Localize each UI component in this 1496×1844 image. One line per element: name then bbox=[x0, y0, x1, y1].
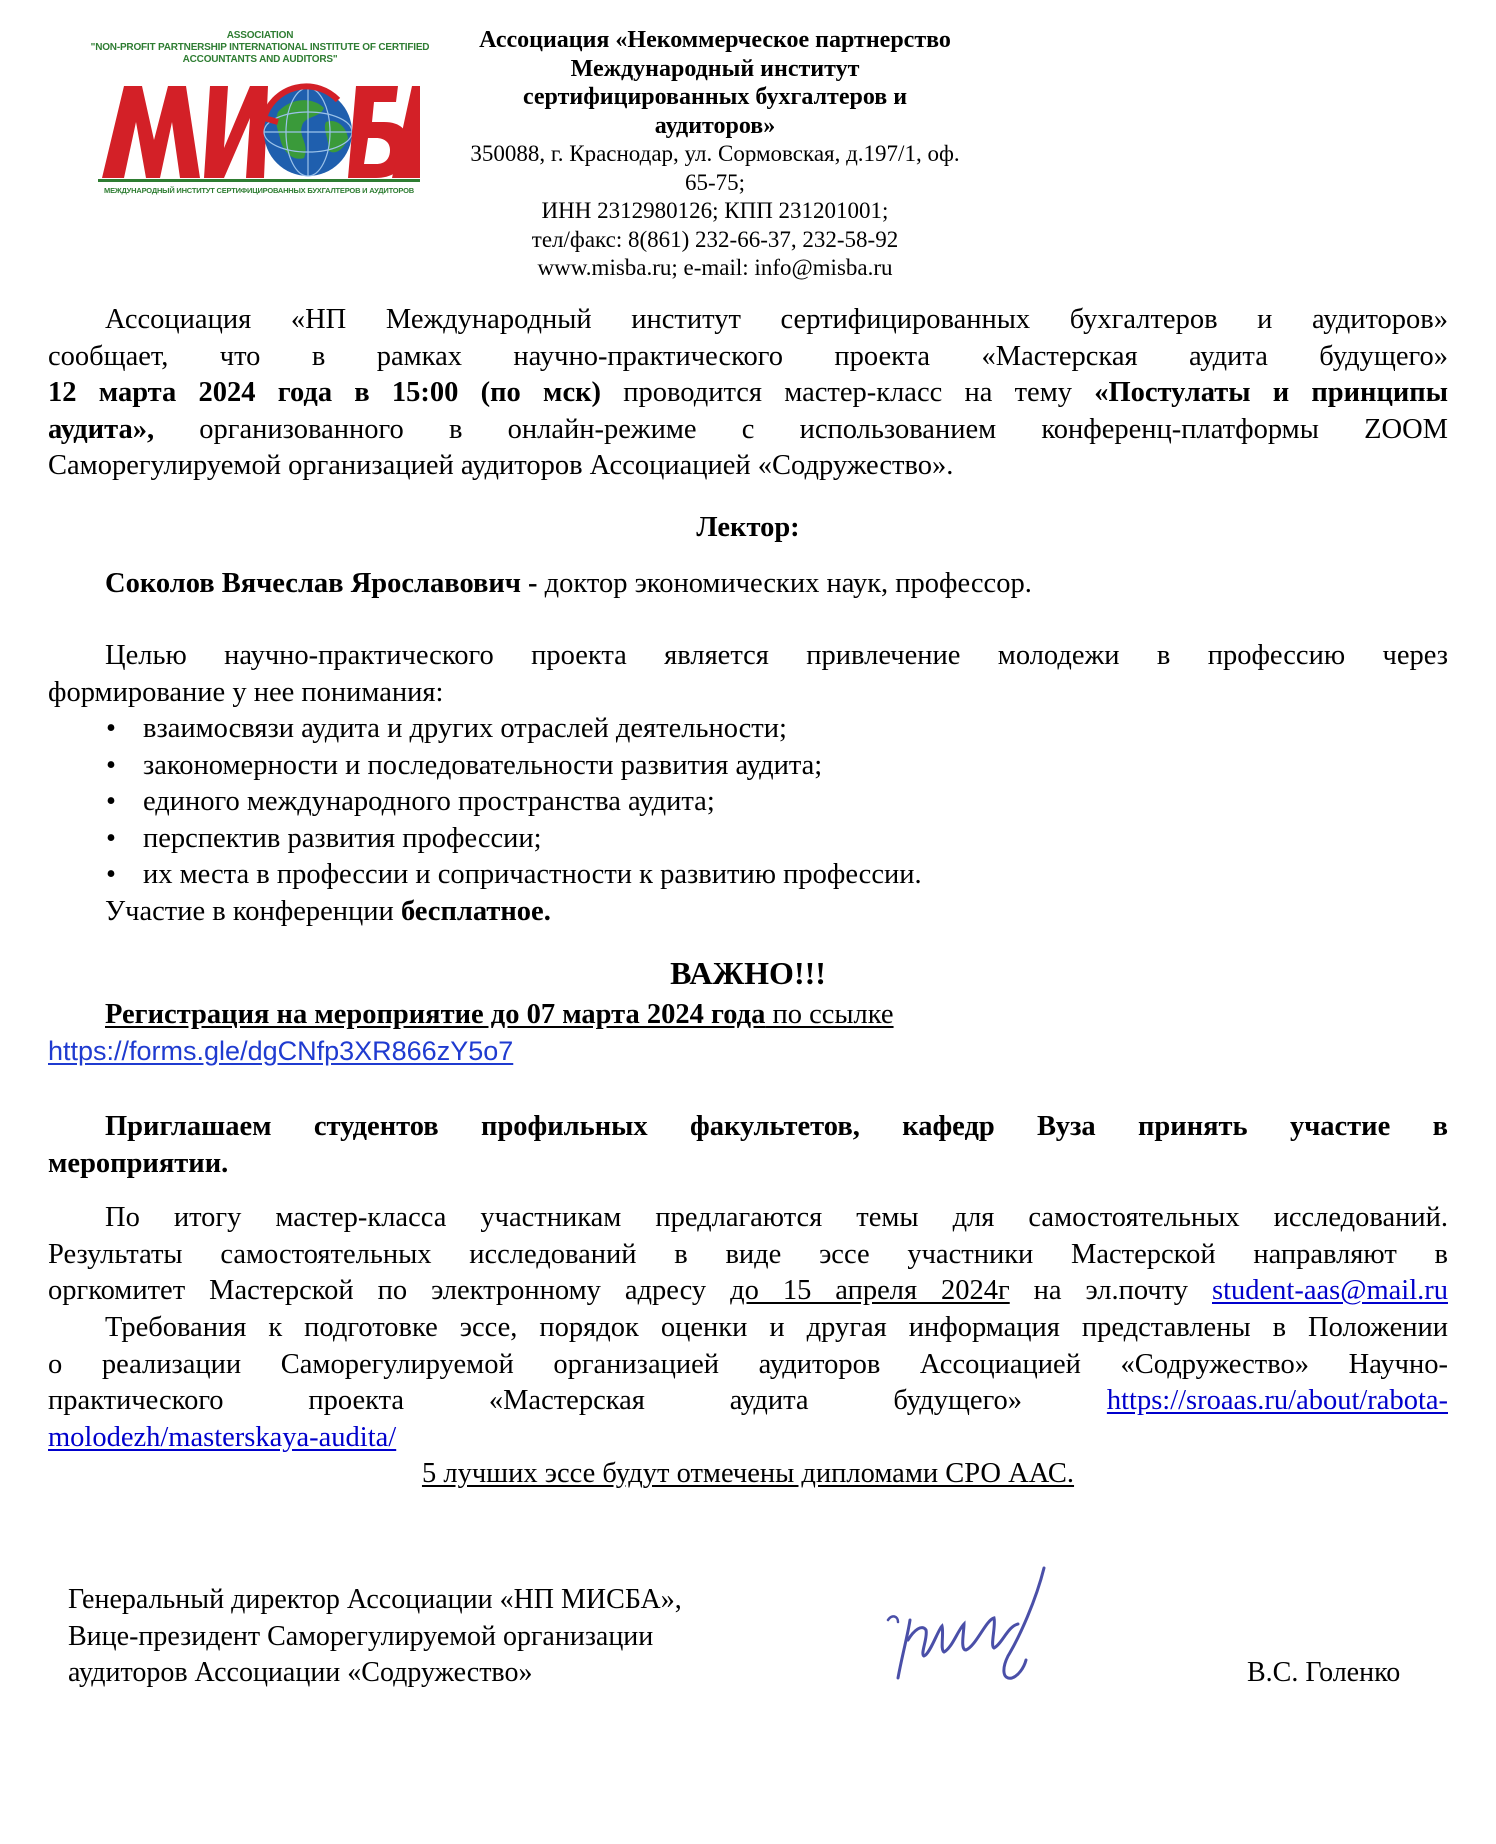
list-item: • их места в профессии и сопричастности к развитию профессии. bbox=[48, 857, 1448, 894]
globe-icon bbox=[264, 86, 352, 176]
list-item: • единого международного пространства аудита; bbox=[48, 784, 1448, 821]
list-item: • перспектив развития профессии; bbox=[48, 821, 1448, 858]
lector-title: доктор экономических наук, профессор. bbox=[537, 568, 1032, 599]
registration-link[interactable]: https://forms.gle/dgCNfp3XR866zY5o7 bbox=[48, 1036, 514, 1066]
signatory-position: Вице-президент Саморегулируемой организации bbox=[68, 1620, 654, 1652]
registration-deadline: Регистрация на мероприятие до 07 марта 2024 года bbox=[105, 999, 766, 1030]
participation-text: Участие в конференции bbox=[105, 895, 401, 927]
important-heading: ВАЖНО!!! bbox=[670, 955, 826, 991]
requirements-line bbox=[48, 1383, 1448, 1420]
intro-line: сообщает, что в рамках научно-практического проекта «Мастерская аудита будущего» bbox=[48, 340, 1448, 372]
invite-paragraph bbox=[48, 1109, 1448, 1182]
submission-deadline: до 15 апреля 2024г bbox=[730, 1275, 1010, 1306]
org-name-line2: Международный институт сертифицированных бухгалтеров и аудиторов» bbox=[522, 55, 908, 139]
logo-assoc-line: "NON-PROFIT PARTNERSHIP INTERNATIONAL INSTITUTE OF CERTIFIED bbox=[90, 42, 430, 53]
signatory-position: аудиторов Ассоциации «Содружество» bbox=[68, 1657, 533, 1688]
requirements-text: практического проекта «Мастерская аудита будущего» bbox=[48, 1385, 1107, 1416]
results-text: на эл.почту bbox=[1009, 1275, 1212, 1306]
registration-line bbox=[105, 997, 894, 1034]
results-paragraph bbox=[48, 1200, 1448, 1310]
intro-text: организованного в онлайн-режиме с использованием конференц-платформы ZOOM bbox=[154, 413, 1448, 445]
org-web: www.misba.ru; e-mail: info@misba.ru bbox=[537, 255, 893, 280]
signatory-position: Генеральный директор Ассоциации «НП МИСБА», bbox=[68, 1584, 682, 1615]
results-line: По итогу мастер-класса участникам предлагаются темы для самостоятельных исследований. bbox=[105, 1202, 1448, 1233]
requirements-line: Требования к подготовке эссе, порядок оценки и другая информация представлены в Положении bbox=[105, 1312, 1448, 1343]
handwritten-signature bbox=[868, 1560, 1078, 1700]
signatory-name: В.С. Голенко bbox=[1247, 1657, 1401, 1688]
logo-association-text bbox=[90, 30, 430, 66]
goal-paragraph bbox=[48, 638, 1448, 930]
requirements-line: о реализации Саморегулируемой организацией аудиторов Ассоциацией «Содружество» Научно- bbox=[48, 1348, 1448, 1380]
intro-line: Ассоциация «НП Международный институт сертифицированных бухгалтеров и аудиторов» bbox=[105, 304, 1448, 335]
logo-assoc-line: ASSOCIATION bbox=[226, 30, 294, 41]
requirements-line bbox=[48, 1420, 1448, 1457]
results-text: оргкомитет Мастерской по электронному адресу bbox=[48, 1275, 731, 1306]
logo-subtitle: МЕЖДУНАРОДНЫЙ ИНСТИТУТ СЕРТИФИЦИРОВАННЫХ БУХГАЛТЕРОВ И АУДИТОРОВ bbox=[104, 186, 414, 195]
event-datetime: 12 марта 2024 года в 15:00 (по мск) bbox=[48, 377, 602, 408]
org-address: 350088, г. Краснодар, ул. Сормовская, д.197/1, оф. 65-75; bbox=[470, 141, 960, 195]
misba-logo bbox=[98, 78, 420, 184]
registration-text: по ссылке bbox=[765, 999, 894, 1030]
list-item: • закономерности и последовательности развития аудита; bbox=[48, 748, 1448, 785]
requirements-paragraph bbox=[48, 1310, 1448, 1493]
invite-line: Приглашаем студентов профильных факультетов, кафедр Вуза принять участие в bbox=[105, 1111, 1448, 1142]
org-name-line1: Ассоциация «Некоммерческое партнерство bbox=[479, 27, 951, 53]
participation-line bbox=[48, 894, 1448, 931]
signature-block bbox=[68, 1582, 682, 1692]
letterhead bbox=[470, 26, 960, 283]
invite-line: мероприятии. bbox=[48, 1147, 229, 1179]
lector-name: Соколов Вячеслав Ярославович - bbox=[105, 568, 538, 599]
results-line: Результаты самостоятельных исследований в виде эссе участники Мастерской направляют в bbox=[48, 1238, 1448, 1270]
results-line bbox=[48, 1273, 1448, 1310]
goal-line: Целью научно-практического проекта является привлечение молодежи в профессию через bbox=[105, 640, 1448, 671]
regulations-link-cont[interactable]: molodezh/masterskaya-audita/ bbox=[48, 1421, 397, 1453]
registration-link-wrap bbox=[48, 1034, 513, 1068]
diplomas-note: 5 лучших эссе будут отмечены дипломами СРО ААС. bbox=[421, 1458, 1075, 1489]
list-item: • взаимосвязи аудита и других отраслей деятельности; bbox=[48, 711, 1448, 748]
submission-email-link[interactable]: student-aas@mail.ru bbox=[1212, 1275, 1448, 1306]
lector-line bbox=[105, 566, 1032, 603]
event-topic-cont: аудита», bbox=[48, 413, 155, 445]
intro-line: Саморегулируемой организацией аудиторов Ассоциацией «Содружество». bbox=[48, 450, 954, 481]
logo-assoc-line: ACCOUNTANTS AND AUDITORS" bbox=[182, 54, 338, 65]
goal-line: формирование у нее понимания: bbox=[48, 676, 444, 708]
goal-bullet-list bbox=[48, 711, 1448, 894]
intro-line bbox=[48, 375, 1448, 412]
regulations-link[interactable]: https://sroaas.ru/about/rabota- bbox=[1106, 1385, 1448, 1416]
intro-paragraph bbox=[48, 302, 1448, 485]
org-phone: тел/факс: 8(861) 232-66-37, 232-58-92 bbox=[531, 226, 899, 252]
intro-line bbox=[48, 412, 1448, 449]
lector-heading: Лектор: bbox=[696, 512, 800, 543]
event-topic: «Постулаты и принципы bbox=[1094, 377, 1448, 408]
org-inn: ИНН 2312980126; КПП 231201001; bbox=[541, 198, 889, 223]
intro-text: проводится мастер-класс на тему bbox=[601, 377, 1095, 408]
participation-free: бесплатное. bbox=[400, 895, 551, 927]
